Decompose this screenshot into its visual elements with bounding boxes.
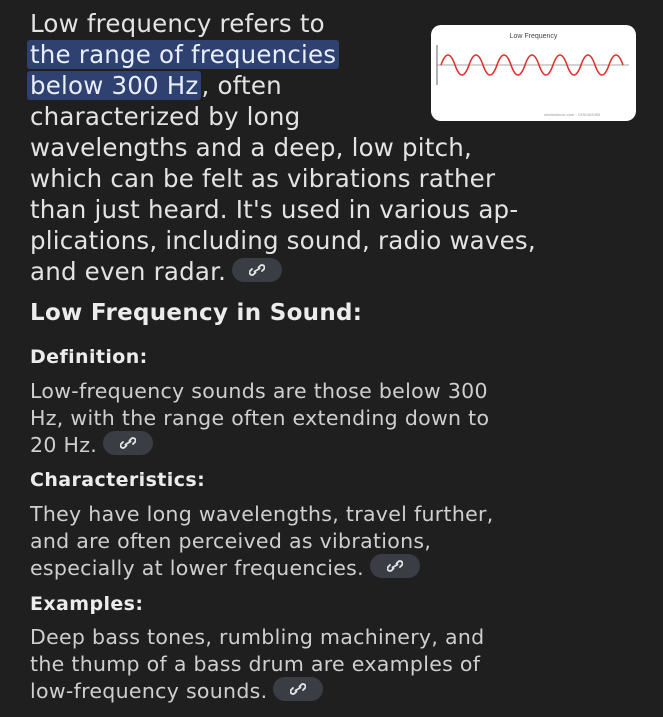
text-fragment: especially at lower frequencies. — [30, 556, 364, 580]
highlighted-text[interactable]: the range of frequencies — [27, 40, 339, 69]
intro-text: , often — [201, 71, 282, 100]
text-line: Low-frequency sounds are those below 300 — [30, 379, 488, 403]
intro-line: than just heard. It's used in various ap- — [30, 195, 519, 224]
link-icon — [120, 436, 136, 450]
examples-text — [30, 624, 640, 705]
intro-line: Low frequency refers to — [30, 9, 325, 38]
source-link-button[interactable] — [103, 431, 153, 455]
highlighted-text[interactable]: below 300 Hz — [27, 71, 201, 100]
section-title: Low Frequency in Sound: — [30, 300, 363, 326]
text-line: the thump of a bass drum are examples of — [30, 652, 481, 676]
examples-label: Examples: — [30, 593, 144, 615]
link-icon — [249, 263, 265, 277]
intro-line — [30, 256, 645, 287]
definition-label: Definition: — [30, 346, 148, 368]
intro-line: which can be felt as vibrations rather — [30, 164, 496, 193]
intro-line: characterized by long — [30, 102, 301, 131]
link-icon — [387, 559, 403, 573]
text-line — [30, 432, 640, 459]
characteristics-text — [30, 501, 640, 582]
intro-text: and even radar. — [30, 257, 227, 286]
definition-text — [30, 378, 640, 459]
low-frequency-image[interactable] — [431, 25, 636, 121]
text-fragment: 20 Hz. — [30, 433, 98, 457]
text-line — [30, 555, 640, 582]
characteristics-label: Characteristics: — [30, 469, 206, 491]
text-line: Deep bass tones, rumbling machinery, and — [30, 625, 485, 649]
intro-line: plications, including sound, radio waves, — [30, 226, 536, 255]
source-link-button[interactable] — [273, 677, 323, 701]
image-title: Low Frequency — [509, 33, 558, 40]
source-link-button[interactable] — [232, 258, 282, 282]
text-fragment: low-frequency sounds. — [30, 679, 268, 703]
waveform-graphic — [431, 25, 636, 121]
text-line: Hz, with the range often extending down to — [30, 406, 490, 430]
text-line: They have long wavelengths, travel further, — [30, 502, 494, 526]
link-icon — [290, 682, 306, 696]
text-line — [30, 678, 640, 705]
image-credit: shutterstock.com · 1930402085 — [543, 112, 600, 117]
intro-line: wavelengths and a deep, low pitch, — [30, 133, 472, 162]
text-line: and are often perceived as vibrations, — [30, 529, 432, 553]
source-link-button[interactable] — [370, 554, 420, 578]
